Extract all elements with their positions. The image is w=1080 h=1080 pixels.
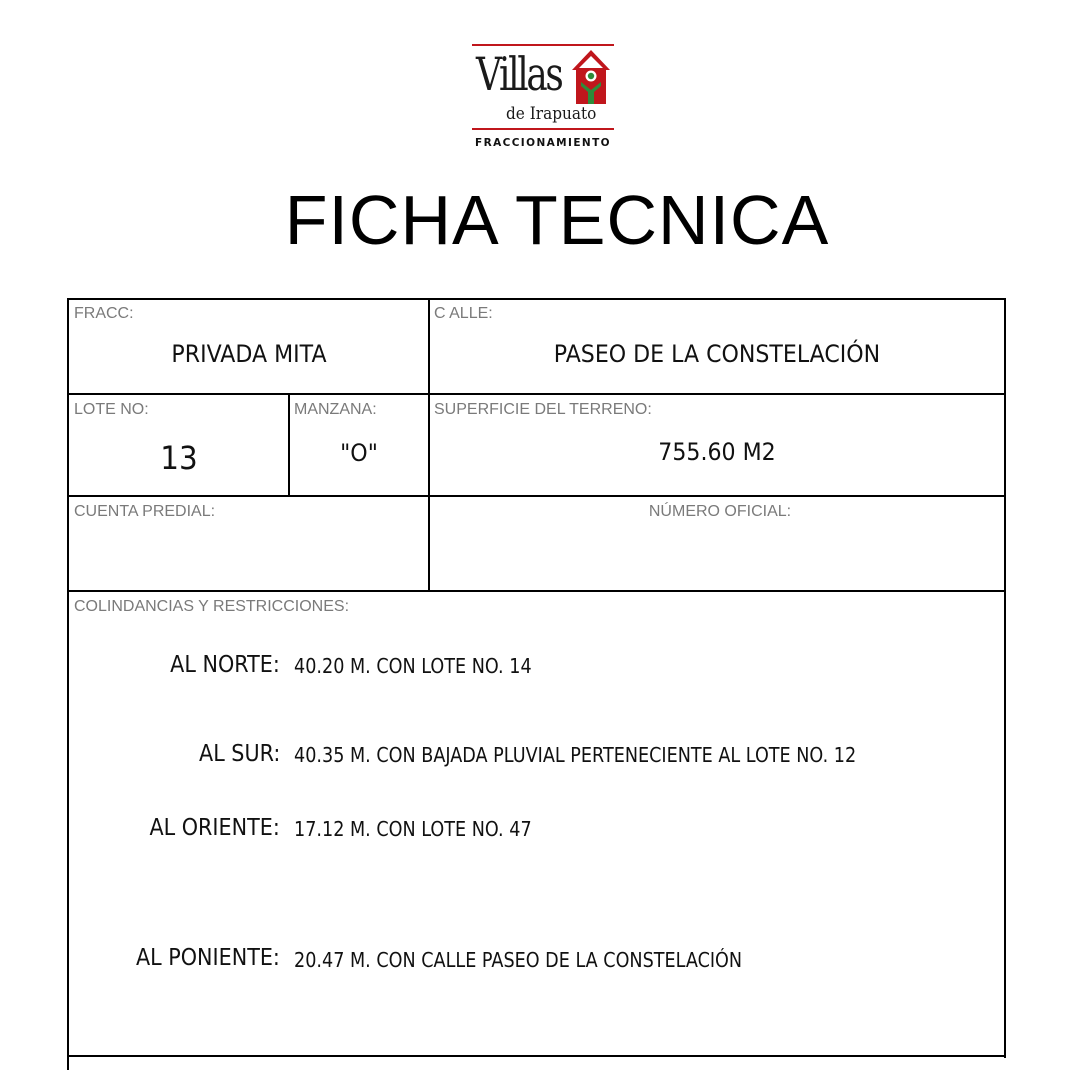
poniente-description: 20.47 M. CON CALLE PASEO DE LA CONSTELACIÓN [294,948,743,972]
colindancias-label: COLINDANCIAS Y RESTRICCIONES: [74,598,350,615]
grid-line-row2 [68,495,1006,497]
fracc-value: PRIVADA MITA [171,340,327,368]
sur-direction: AL SUR: [198,741,280,767]
manzana-value: "O" [340,439,378,467]
grid-line-top [68,298,1006,300]
logo-name: Villas [476,47,562,101]
calle-label: C ALLE: [434,305,493,322]
oriente-direction: AL ORIENTE: [149,815,280,841]
numero-oficial-label: NÚMERO OFICIAL: [648,503,792,520]
poniente-direction: AL PONIENTE: [136,945,280,971]
norte-description: 40.20 M. CON LOTE NO. 14 [294,654,532,678]
grid-line-row3 [68,590,1006,592]
grid-line-middle [428,298,430,592]
grid-line-bottom [68,1055,1006,1057]
page-title: FICHA TECNICA [284,181,830,259]
cuenta-predial-label: CUENTA PREDIAL: [74,503,216,520]
superficie-value: 755.60 M2 [658,438,776,466]
sur-description: 40.35 M. CON BAJADA PLUVIAL PERTENECIENTE AL LOTE NO. 12 [294,743,857,767]
logo-tagline: FRACCIONAMIENTO [475,137,611,149]
superficie-label: SUPERFICIE DEL TERRENO: [434,401,652,418]
grid-line-left [67,298,69,1070]
lote-value: 13 [160,439,198,477]
norte-direction: AL NORTE: [170,652,280,678]
grid-line-row1 [68,393,1006,395]
calle-value: PASEO DE LA CONSTELACIÓN [553,340,881,368]
oriente-description: 17.12 M. CON LOTE NO. 47 [294,817,532,841]
grid-line-lote-manzana [288,393,290,497]
logo-subtitle: de Irapuato [506,104,597,124]
lote-label: LOTE NO: [74,401,149,418]
manzana-label: MANZANA: [294,401,377,418]
grid-line-right [1004,298,1006,1058]
fracc-label: FRACC: [74,305,134,322]
